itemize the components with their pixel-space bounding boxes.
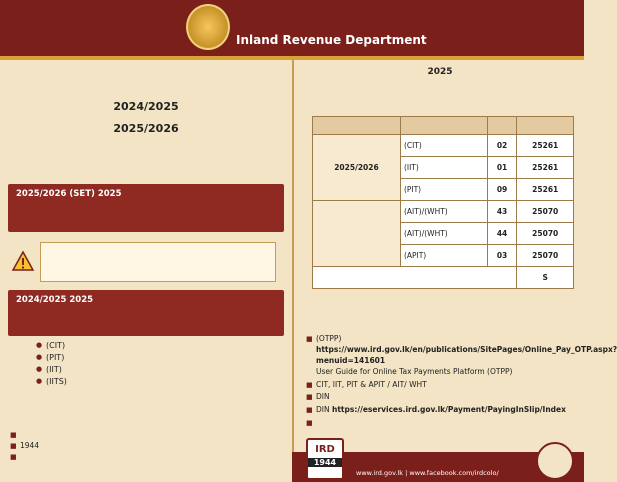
warning-icon (12, 250, 34, 272)
list-item (306, 334, 617, 378)
banner2-date-year: 2025 (69, 295, 94, 305)
list-item (306, 405, 578, 416)
ird-logo-year: 1944 (308, 458, 342, 467)
list-item (10, 430, 286, 441)
period-code: 25070 (517, 201, 574, 223)
tax-types-list (36, 340, 286, 388)
left-notes (10, 430, 286, 463)
group-label: 2025/2026 (313, 135, 401, 201)
round-logo-icon (536, 442, 574, 480)
notice-line-3 (12, 142, 280, 156)
banner1-year: 2025/2026 (16, 189, 67, 199)
right-column (296, 60, 617, 482)
table-row (313, 201, 574, 223)
table-row (313, 135, 574, 157)
tax-number: 43 (487, 201, 517, 223)
footer-motto (356, 456, 526, 466)
banner2-year: 2024/2025 (16, 295, 67, 305)
ird-logo-text: IRD (315, 444, 335, 455)
sri-lanka-emblem-icon (186, 4, 230, 50)
tax-number: 03 (487, 245, 517, 267)
table-row (313, 267, 574, 289)
list-item (306, 380, 578, 391)
payment-instructions (306, 334, 617, 418)
final-row-label (313, 267, 517, 289)
notice-title (12, 74, 280, 92)
instruction-text: CIT, IIT, PIT & APIT / AIT/ WHT (316, 379, 427, 389)
period-code: 25261 (517, 157, 574, 179)
col-tax-number (487, 117, 517, 135)
footer (292, 444, 584, 482)
dept-name-sinhala (236, 5, 436, 17)
paying-in-slip-link[interactable]: https://eservices.ird.gov.lk/Payment/PayingInSlip/Index (332, 405, 566, 415)
notice-box (40, 242, 276, 282)
tax-number: 09 (487, 179, 517, 201)
banner-set-deadline (8, 184, 284, 232)
tax-number: 02 (487, 135, 517, 157)
table-header-row (313, 117, 574, 135)
period-code: 25261 (517, 135, 574, 157)
tax-type: (PIT) (400, 179, 487, 201)
notice-line-4 (12, 162, 280, 176)
tax-type: (APIT) (400, 245, 487, 267)
instruction-text: (OTPP) (316, 334, 342, 343)
list-item: ● (PIT) (36, 352, 286, 364)
col-tax-type (400, 117, 487, 135)
tax-type: (CIT) (400, 135, 487, 157)
group-label (313, 201, 401, 267)
dept-name-tamil (236, 19, 436, 31)
otpp-link[interactable]: https://www.ird.gov.lk/en/publications/SitePages/Online_Pay_OTP.aspx?menuid=141601 (316, 344, 617, 365)
fiscal-year-1: 2024/2025 (113, 100, 179, 113)
banner-return-deadline (8, 290, 284, 336)
tax-type: (AIT)/(WHT) (400, 201, 487, 223)
list-item (10, 452, 286, 463)
col-period-code (517, 117, 574, 135)
tax-number: 01 (487, 157, 517, 179)
list-item: ■ 1944 (10, 441, 286, 452)
column-divider (292, 60, 294, 452)
instruction-text: DIN (316, 405, 330, 415)
banner1-set: (SET) 2025 (69, 189, 122, 199)
instruction-text: DIN (316, 392, 330, 402)
period-code: 25070 (517, 223, 574, 245)
footer-links[interactable]: www.ird.gov.lk | www.facebook.com/irdcolo/ (356, 469, 499, 477)
dept-name-english: Inland Revenue Department (236, 33, 427, 47)
col-period (313, 117, 401, 135)
left-column (0, 60, 292, 482)
final-row-value: S (517, 267, 574, 289)
period-code: 25070 (517, 245, 574, 267)
tax-type: (AIT)/(WHT) (400, 223, 487, 245)
list-item: ● (IIT) (36, 364, 286, 376)
tax-type: (IIT) (400, 157, 487, 179)
period-code: 25261 (517, 179, 574, 201)
fiscal-year-2: 2025/2026 (113, 122, 179, 135)
tax-number: 44 (487, 223, 517, 245)
list-item: ● (IITS) (36, 376, 286, 388)
list-item: ● (CIT) (36, 340, 286, 352)
payment-deadline-heading: 2025 (427, 67, 453, 77)
list-item (306, 392, 578, 403)
header (0, 0, 584, 56)
user-guide-text: User Guide for Online Tax Payments Platform (OTPP) (316, 366, 513, 376)
tax-codes-table (312, 116, 574, 289)
ird-logo-icon (306, 438, 344, 480)
